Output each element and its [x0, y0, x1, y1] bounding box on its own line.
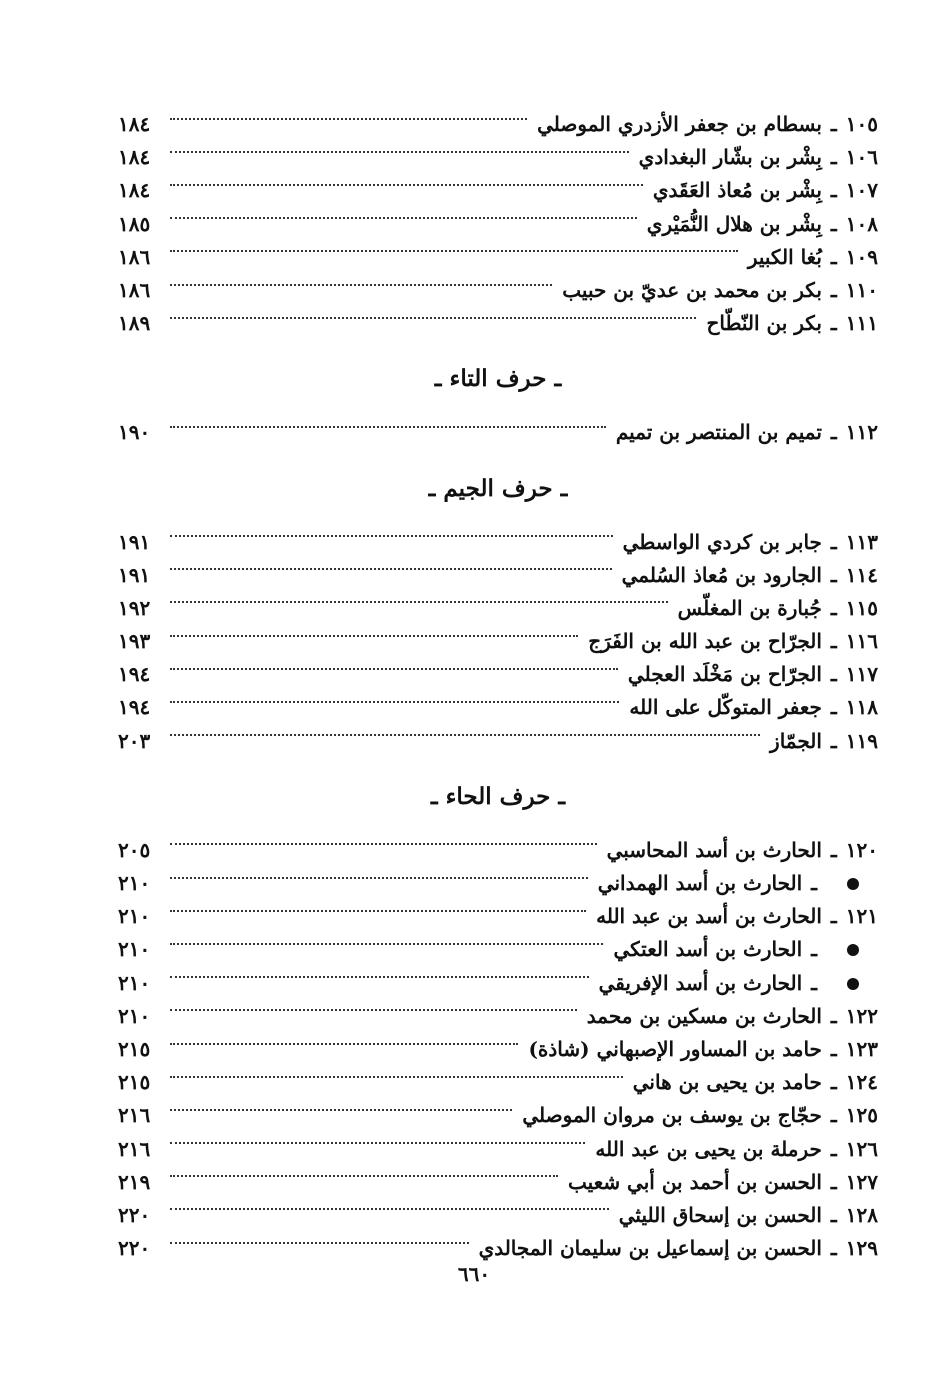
entry-name: الجرّاح بن عبد الله بن الفَرَج — [588, 629, 822, 654]
entry-name: بُغا الكبير — [747, 244, 822, 269]
entry-name: الحسن بن أحمد بن أبي شعيب — [568, 1169, 822, 1194]
entry-name: الحارث بن أسد الإفريقي — [598, 970, 803, 995]
entry-dash: ـ — [830, 629, 837, 654]
entry-number: ١١٢ — [845, 420, 878, 445]
entry-number: ١٠٩ — [845, 244, 878, 269]
entry-name: جابر بن كردي الواسطي — [622, 529, 822, 554]
index-entry — [118, 559, 878, 592]
dot-leader — [170, 1076, 623, 1078]
entry-name: الجارود بن مُعاذ السُلمي — [621, 562, 822, 587]
index-entry — [118, 933, 878, 966]
bullet-marker — [826, 967, 878, 1000]
entry-page-number: ٢١٠ — [118, 937, 151, 962]
dot-leader — [170, 1175, 558, 1177]
entry-name: حرملة بن يحيى بن عبد الله — [595, 1136, 822, 1161]
dot-leader — [170, 601, 668, 603]
entry-dash: ـ — [811, 970, 817, 995]
entry-dash: ـ — [830, 178, 837, 203]
index-group — [118, 340, 878, 449]
entry-number: ١٢١ — [845, 904, 878, 929]
entry-name: تميم بن المنتصر بن تميم — [615, 420, 822, 445]
entry-page-number: ١٨٩ — [118, 311, 151, 336]
dot-leader — [170, 701, 619, 703]
dot-leader — [170, 910, 586, 912]
entry-dash: ـ — [830, 837, 837, 862]
entry-page-number: ١٨٤ — [118, 178, 151, 203]
index-entry — [118, 1000, 878, 1033]
dot-leader — [170, 668, 618, 670]
dot-leader — [170, 1043, 518, 1045]
index-entry — [118, 141, 878, 174]
index-entry — [118, 592, 878, 625]
index-entry — [118, 1133, 878, 1166]
bullet-dot-icon — [847, 944, 859, 956]
index-entry — [118, 834, 878, 867]
entry-dash: ـ — [830, 1003, 837, 1028]
entry-page-number: ١٩٣ — [118, 629, 151, 654]
entry-page-number: ٢٠٥ — [118, 837, 151, 862]
entry-number: ١١٨ — [845, 695, 878, 720]
dot-leader — [170, 426, 606, 428]
entry-number: ١١٣ — [845, 529, 878, 554]
entry-number: ١٢٢ — [845, 1003, 878, 1028]
entry-page-number: ١٩٤ — [118, 695, 151, 720]
index-entry — [118, 1033, 878, 1066]
entry-dash: ـ — [830, 1036, 837, 1061]
index-entry — [118, 658, 878, 691]
entry-name: حامد بن المساور الإصبهاني (شاذة) — [528, 1036, 822, 1061]
entry-dash: ـ — [830, 529, 837, 554]
entry-page-number: ١٩٤ — [118, 662, 151, 687]
dot-leader — [170, 1208, 609, 1210]
entry-dash: ـ — [830, 145, 837, 170]
entry-dash: ـ — [830, 277, 837, 302]
entry-number: ١٢٥ — [845, 1103, 878, 1128]
entry-number: ١٢٣ — [845, 1036, 878, 1061]
entry-dash: ـ — [830, 1136, 837, 1161]
index-entry — [118, 1232, 878, 1265]
entry-number: ١١٦ — [845, 629, 878, 654]
entry-name: الحارث بن أسد بن عبد الله — [596, 904, 822, 929]
entry-name: بِشْر بن بشّار البغدادي — [638, 145, 822, 170]
dot-leader — [170, 217, 637, 219]
dot-leader — [170, 535, 613, 537]
entry-number: ١٢٦ — [845, 1136, 878, 1161]
entry-dash: ـ — [830, 662, 837, 687]
index-entry — [118, 241, 878, 274]
entry-name: جعفر المتوكّل على الله — [629, 695, 822, 720]
index-entry — [118, 625, 878, 658]
entry-name: الحسن بن إسماعيل بن سليمان المجالدي — [478, 1236, 822, 1261]
dot-leader — [170, 943, 603, 945]
entry-page-number: ٢١٩ — [118, 1169, 151, 1194]
index-entry — [118, 725, 878, 758]
entry-page-number: ٢١٥ — [118, 1036, 151, 1061]
entry-number: ١٠٦ — [845, 145, 878, 170]
index-entry — [118, 274, 878, 307]
index-page — [118, 108, 878, 1265]
entry-page-number: ١٩٢ — [118, 595, 151, 620]
entry-name: جُبارة بن المغلّس — [677, 595, 822, 620]
entry-number: ١٢٠ — [845, 837, 878, 862]
dot-leader — [170, 118, 527, 120]
index-group — [118, 758, 878, 1265]
index-entry — [118, 867, 878, 900]
entry-dash: ـ — [830, 1202, 837, 1227]
entry-page-number: ٢١٥ — [118, 1070, 151, 1095]
entry-page-number: ١٩١ — [118, 562, 151, 587]
index-entry — [118, 174, 878, 207]
entry-name: بِشْر بن هلال النُّمَيْري — [646, 211, 822, 236]
entry-dash: ـ — [830, 904, 837, 929]
entry-number: ١٠٨ — [845, 211, 878, 236]
entry-name: بسطام بن جعفر الأزدري الموصلي — [537, 112, 822, 136]
index-entry — [118, 307, 878, 340]
index-entry — [118, 1099, 878, 1132]
entry-page-number: ١٩١ — [118, 529, 151, 554]
index-entry — [118, 1066, 878, 1099]
section-heading: ـ حرف الحاء ـ — [430, 782, 566, 810]
entry-number: ١٠٧ — [845, 178, 878, 203]
entry-dash: ـ — [830, 728, 837, 753]
entry-name: الحارث بن مسكين بن محمد — [586, 1003, 822, 1028]
entry-name: الجمّاز — [770, 728, 822, 753]
bullet-dot-icon — [847, 978, 859, 990]
entry-name: حامد بن يحيى بن هاني — [632, 1070, 822, 1095]
index-entry — [118, 1199, 878, 1232]
entry-dash: ـ — [830, 112, 837, 136]
entry-dash: ـ — [830, 1236, 837, 1261]
entry-name: الحارث بن أسد المحاسبي — [606, 837, 822, 862]
entry-page-number: ٢٢٠ — [118, 1202, 151, 1227]
index-entry — [118, 526, 878, 559]
entry-dash: ـ — [830, 1103, 837, 1128]
entry-number: ١٢٧ — [845, 1169, 878, 1194]
entry-dash: ـ — [830, 695, 837, 720]
entry-dash: ـ — [830, 1070, 837, 1095]
section-heading: ـ حرف الجيم ـ — [428, 474, 568, 502]
entry-page-number: ٢١٠ — [118, 871, 151, 895]
entry-name: الحارث بن أسد العتكي — [613, 937, 803, 962]
index-entry — [118, 1166, 878, 1199]
index-entry — [118, 691, 878, 724]
dot-leader — [170, 151, 629, 153]
bullet-marker — [826, 934, 878, 967]
index-group — [118, 450, 878, 758]
index-entry — [118, 900, 878, 933]
dot-leader — [170, 1009, 577, 1011]
dot-leader — [170, 250, 738, 252]
entry-page-number: ٢٠٣ — [118, 728, 151, 753]
entry-dash: ـ — [830, 311, 837, 336]
entry-dash: ـ — [830, 244, 837, 269]
index-entry — [118, 108, 878, 141]
entry-dash: ـ — [811, 937, 817, 962]
index-group — [118, 108, 878, 340]
dot-leader — [170, 843, 597, 845]
dot-leader — [170, 877, 588, 879]
dot-leader — [170, 1242, 469, 1244]
entry-name: بِشْر بن مُعاذ العَقَدي — [652, 178, 822, 203]
entry-name: حجّاج بن يوسف بن مروان الموصلي — [522, 1103, 822, 1128]
entry-dash: ـ — [830, 595, 837, 620]
dot-leader — [170, 635, 578, 637]
entry-dash: ـ — [830, 420, 837, 445]
entry-name: الحسن بن إسحاق الليثي — [618, 1202, 822, 1227]
index-entry — [118, 967, 878, 1000]
index-entry — [118, 208, 878, 241]
entry-page-number: ١٩٠ — [118, 420, 151, 445]
entry-dash: ـ — [830, 1169, 837, 1194]
entry-dash: ـ — [811, 871, 817, 895]
dot-leader — [170, 976, 589, 978]
entry-page-number: ١٨٥ — [118, 211, 151, 236]
entry-page-number: ٢١٦ — [118, 1136, 151, 1161]
dot-leader — [170, 184, 643, 186]
bullet-marker — [826, 868, 878, 901]
entry-name: الحارث بن أسد الهمداني — [597, 871, 803, 895]
entry-page-number: ١٨٦ — [118, 244, 151, 269]
dot-leader — [170, 1109, 512, 1111]
index-entry — [118, 416, 878, 449]
dot-leader — [170, 568, 612, 570]
page-number: ٦٦٠ — [457, 1262, 491, 1286]
entry-number: ١١٧ — [845, 662, 878, 687]
entry-number: ١١٤ — [845, 562, 878, 587]
entry-number: ١٢٩ — [845, 1236, 878, 1261]
entry-number: ١١١ — [845, 311, 878, 336]
entry-name: الجرّاح بن مَخْلَد العجلي — [627, 662, 822, 687]
entry-name: بكر بن النّطّاح — [706, 311, 822, 336]
entry-page-number: ٢١٠ — [118, 970, 151, 995]
entry-page-number: ٢١٠ — [118, 904, 151, 929]
bullet-dot-icon — [847, 878, 859, 890]
entry-dash: ـ — [830, 562, 837, 587]
entry-dash: ـ — [830, 211, 837, 236]
entry-number: ١٢٨ — [845, 1202, 878, 1227]
entry-page-number: ١٨٤ — [118, 145, 151, 170]
entry-number: ١١٥ — [845, 595, 878, 620]
entry-number: ١٠٥ — [845, 112, 878, 136]
dot-leader — [170, 734, 760, 736]
entry-page-number: ٢٢٠ — [118, 1236, 151, 1261]
section-heading: ـ حرف التاء ـ — [434, 365, 562, 393]
entry-page-number: ٢١٠ — [118, 1003, 151, 1028]
dot-leader — [170, 317, 696, 319]
entry-page-number: ١٨٤ — [118, 112, 151, 136]
entry-page-number: ١٨٦ — [118, 277, 151, 302]
entry-number: ١٢٤ — [845, 1070, 878, 1095]
entry-number: ١١٩ — [845, 728, 878, 753]
entry-page-number: ٢١٦ — [118, 1103, 151, 1128]
entry-number: ١١٠ — [845, 277, 878, 302]
dot-leader — [170, 1142, 585, 1144]
dot-leader — [170, 284, 552, 286]
entry-name: بكر بن محمد بن عديّ بن حبيب — [562, 277, 822, 302]
